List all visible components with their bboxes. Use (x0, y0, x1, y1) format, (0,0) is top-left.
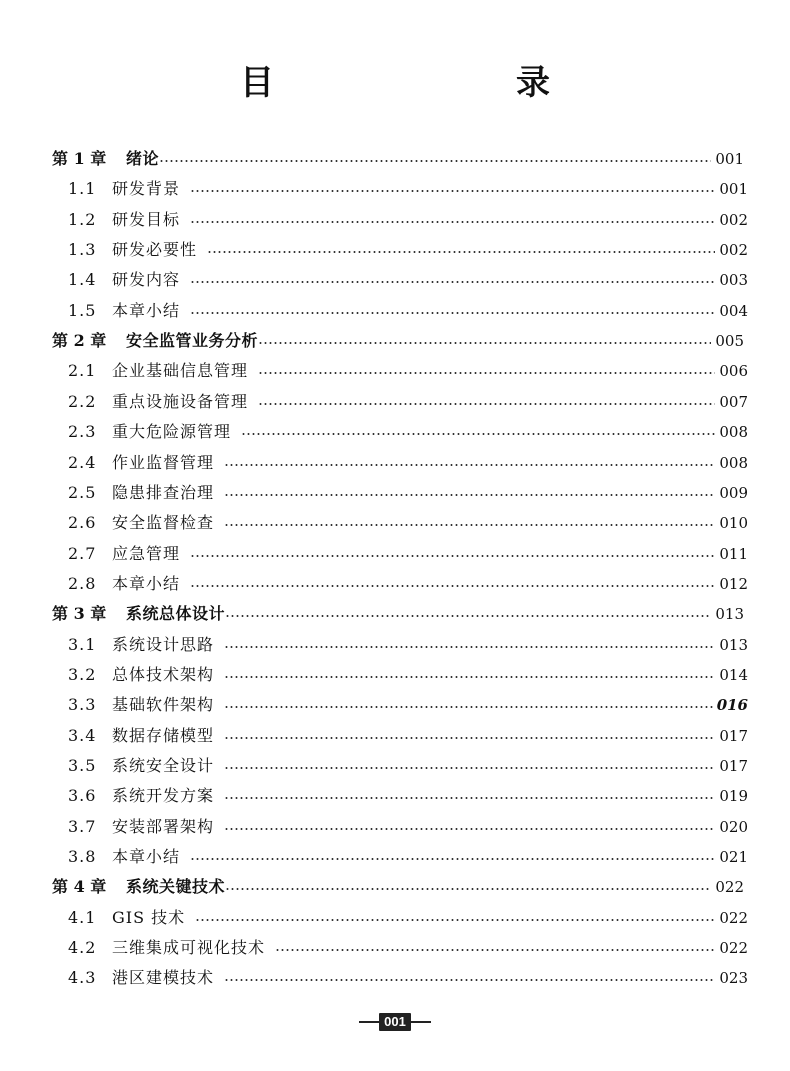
toc-section-entry[interactable] (68, 904, 748, 932)
dot-leader (159, 160, 711, 162)
dot-leader (225, 888, 711, 890)
dot-leader (224, 646, 715, 648)
toc-entry-number: 3.6 (68, 786, 97, 806)
toc-section-entry[interactable] (68, 357, 748, 385)
toc-chapter-entry[interactable] (52, 145, 744, 173)
toc-entry-number: 1.4 (68, 270, 97, 290)
toc-entry-number: 3.5 (68, 756, 97, 775)
toc-entry-title: 三维集成可视化技术 (112, 938, 266, 958)
toc-entry-page: 002 (719, 210, 748, 229)
toc-entry-number: 2.5 (68, 482, 97, 502)
toc-entry-page: 007 (719, 392, 748, 411)
toc-entry-number: 2.2 (68, 391, 97, 411)
toc-section-entry[interactable] (68, 813, 748, 841)
toc-entry-title: 重大危险源管理 (112, 422, 232, 442)
toc-entry-title: 安全监管业务分析 (126, 331, 259, 351)
toc-entry-title: 系统设计思路 (112, 634, 215, 654)
toc-entry-page: 022 (715, 878, 744, 897)
toc-entry-title: 系统关键技术 (126, 877, 226, 897)
toc-entry-number: 2.4 (68, 452, 97, 472)
toc-entry-page: 003 (719, 271, 748, 290)
toc-section-entry[interactable] (68, 752, 748, 780)
toc-entry-title: 港区建模技术 (112, 968, 215, 988)
toc-section-entry[interactable] (68, 206, 748, 234)
toc-section-entry[interactable] (68, 570, 748, 598)
toc-entry-page: 017 (719, 726, 748, 745)
dot-leader (224, 706, 713, 708)
toc-chapter-entry[interactable] (52, 327, 744, 355)
toc-section-entry[interactable] (68, 479, 748, 507)
dot-leader (224, 737, 715, 739)
toc-entry-page: 012 (719, 574, 748, 593)
toc-entry-page: 011 (719, 544, 748, 563)
dot-leader (190, 312, 715, 314)
toc-entry-number: 3.2 (68, 664, 97, 684)
footer-rule-left (359, 1021, 379, 1023)
dot-leader (190, 281, 715, 283)
toc-entry-title: 作业监督管理 (112, 452, 215, 472)
toc-entry-number: 第 3 章 (52, 604, 107, 624)
dot-leader (275, 949, 715, 951)
toc-entry-page: 022 (719, 939, 748, 958)
toc-entry-title: 重点设施设备管理 (112, 391, 249, 411)
toc-entry-number: 第 1 章 (52, 149, 107, 168)
toc-section-entry[interactable] (68, 175, 748, 203)
toc-section-entry[interactable] (68, 418, 748, 446)
toc-entry-page: 017 (719, 757, 748, 775)
toc-entry-number: 1.1 (68, 179, 97, 199)
toc-entry-number: 1.2 (68, 209, 97, 229)
toc-section-entry[interactable] (68, 631, 748, 659)
toc-entry-title: 系统开发方案 (112, 786, 215, 806)
toc-section-entry[interactable] (68, 388, 748, 416)
toc-entry-number: 3.3 (68, 695, 97, 715)
toc-entry-number: 2.3 (68, 422, 97, 442)
toc-entry-page: 008 (719, 453, 748, 472)
toc-entry-title: 系统安全设计 (112, 756, 215, 775)
toc-entry-title: 本章小结 (112, 573, 181, 593)
toc-entry-title: 企业基础信息管理 (112, 361, 249, 381)
toc-section-entry[interactable] (68, 540, 748, 568)
toc-section-entry[interactable] (68, 964, 748, 992)
toc-entry-number: 1.5 (68, 300, 97, 320)
toc-entry-page: 016 (716, 696, 748, 715)
footer-page-number: 001 (379, 1013, 411, 1031)
toc-entry-title: 本章小结 (112, 847, 181, 867)
toc-entry-title: 安装部署架构 (112, 816, 215, 836)
toc-entry-page: 001 (715, 150, 744, 168)
toc-section-entry[interactable] (68, 236, 748, 264)
dot-leader (190, 190, 715, 192)
toc-section-entry[interactable] (68, 782, 748, 810)
toc-entry-page: 009 (719, 483, 748, 502)
toc-entry-page: 019 (719, 787, 748, 806)
toc-section-entry[interactable] (68, 297, 748, 325)
toc-entry-title: 研发必要性 (112, 240, 198, 260)
toc-chapter-entry[interactable] (52, 873, 744, 901)
toc-entry-number: 第 2 章 (52, 331, 107, 351)
dot-leader (224, 828, 715, 830)
page-title: 目 录 (240, 63, 608, 103)
toc-entry-number: 3.7 (68, 816, 97, 836)
toc-entry-title: 总体技术架构 (112, 664, 215, 684)
toc-entry-number: 3.4 (68, 725, 97, 745)
toc-section-entry[interactable] (68, 934, 748, 962)
toc-entry-page: 013 (715, 605, 744, 624)
dot-leader (207, 251, 715, 253)
toc-entry-number: 4.3 (68, 968, 97, 988)
dot-leader (224, 494, 715, 496)
toc-entry-title: GIS 技术 (112, 907, 186, 927)
toc-entry-title: 绪论 (126, 149, 160, 168)
dot-leader (190, 221, 715, 223)
dot-leader (258, 372, 715, 374)
toc-section-entry[interactable] (68, 722, 748, 750)
toc-entry-title: 研发内容 (112, 270, 181, 290)
toc-entry-number: 4.1 (68, 907, 97, 927)
toc-entry-title: 本章小结 (112, 300, 181, 320)
toc-entry-title: 研发背景 (112, 179, 181, 199)
toc-entry-number: 1.3 (68, 240, 97, 260)
dot-leader (224, 676, 715, 678)
toc-entry-number: 第 4 章 (52, 877, 107, 897)
dot-leader (224, 797, 715, 799)
dot-leader (241, 433, 715, 435)
toc-section-entry[interactable] (68, 661, 748, 689)
toc-entry-page: 005 (715, 332, 744, 351)
dot-leader (225, 615, 711, 617)
dot-leader (224, 524, 715, 526)
toc-entry-title: 安全监督检查 (112, 513, 215, 533)
dot-leader (224, 979, 715, 981)
toc-entry-page: 002 (719, 241, 748, 260)
dot-leader (195, 919, 715, 921)
toc-entry-page: 010 (719, 514, 748, 533)
toc-entry-page: 008 (719, 423, 748, 442)
toc-entry-number: 2.6 (68, 513, 97, 533)
toc-entry-title: 系统总体设计 (126, 604, 226, 624)
toc-chapter-entry[interactable] (52, 600, 744, 628)
footer-rule-right (411, 1021, 431, 1023)
toc-entry-number: 2.7 (68, 543, 97, 563)
dot-leader (258, 403, 715, 405)
toc-entry-title: 隐患排查治理 (112, 482, 215, 502)
toc-section-entry[interactable] (68, 449, 748, 477)
toc-entry-title: 数据存储模型 (112, 725, 215, 745)
dot-leader (190, 555, 715, 557)
toc-entry-page: 021 (719, 848, 748, 867)
toc-entry-page: 013 (719, 635, 748, 654)
toc-section-entry[interactable] (68, 843, 748, 871)
toc-entry-page: 022 (719, 908, 748, 927)
toc-section-entry[interactable] (68, 691, 748, 719)
dot-leader (224, 464, 715, 466)
toc-section-entry[interactable] (68, 266, 748, 294)
toc-entry-title: 基础软件架构 (112, 695, 215, 715)
page-footer (0, 1012, 790, 1032)
dot-leader (258, 342, 711, 344)
toc-entry-page: 001 (719, 180, 748, 199)
toc-entry-number: 3.8 (68, 847, 97, 867)
toc-entry-title: 应急管理 (112, 543, 181, 563)
dot-leader (224, 767, 715, 769)
toc-entry-page: 004 (719, 301, 748, 320)
dot-leader (190, 585, 715, 587)
toc-entry-number: 3.1 (68, 634, 97, 654)
toc-entry-number: 2.1 (68, 361, 97, 381)
toc-entry-page: 020 (719, 817, 748, 836)
dot-leader (190, 858, 715, 860)
toc-entry-number: 2.8 (68, 573, 97, 593)
toc-entry-page: 006 (719, 362, 748, 381)
toc-entry-title: 研发目标 (112, 209, 181, 229)
toc-entry-page: 023 (719, 969, 748, 988)
toc-entry-page: 014 (719, 665, 748, 684)
toc-section-entry[interactable] (68, 509, 748, 537)
toc-entry-number: 4.2 (68, 938, 97, 958)
